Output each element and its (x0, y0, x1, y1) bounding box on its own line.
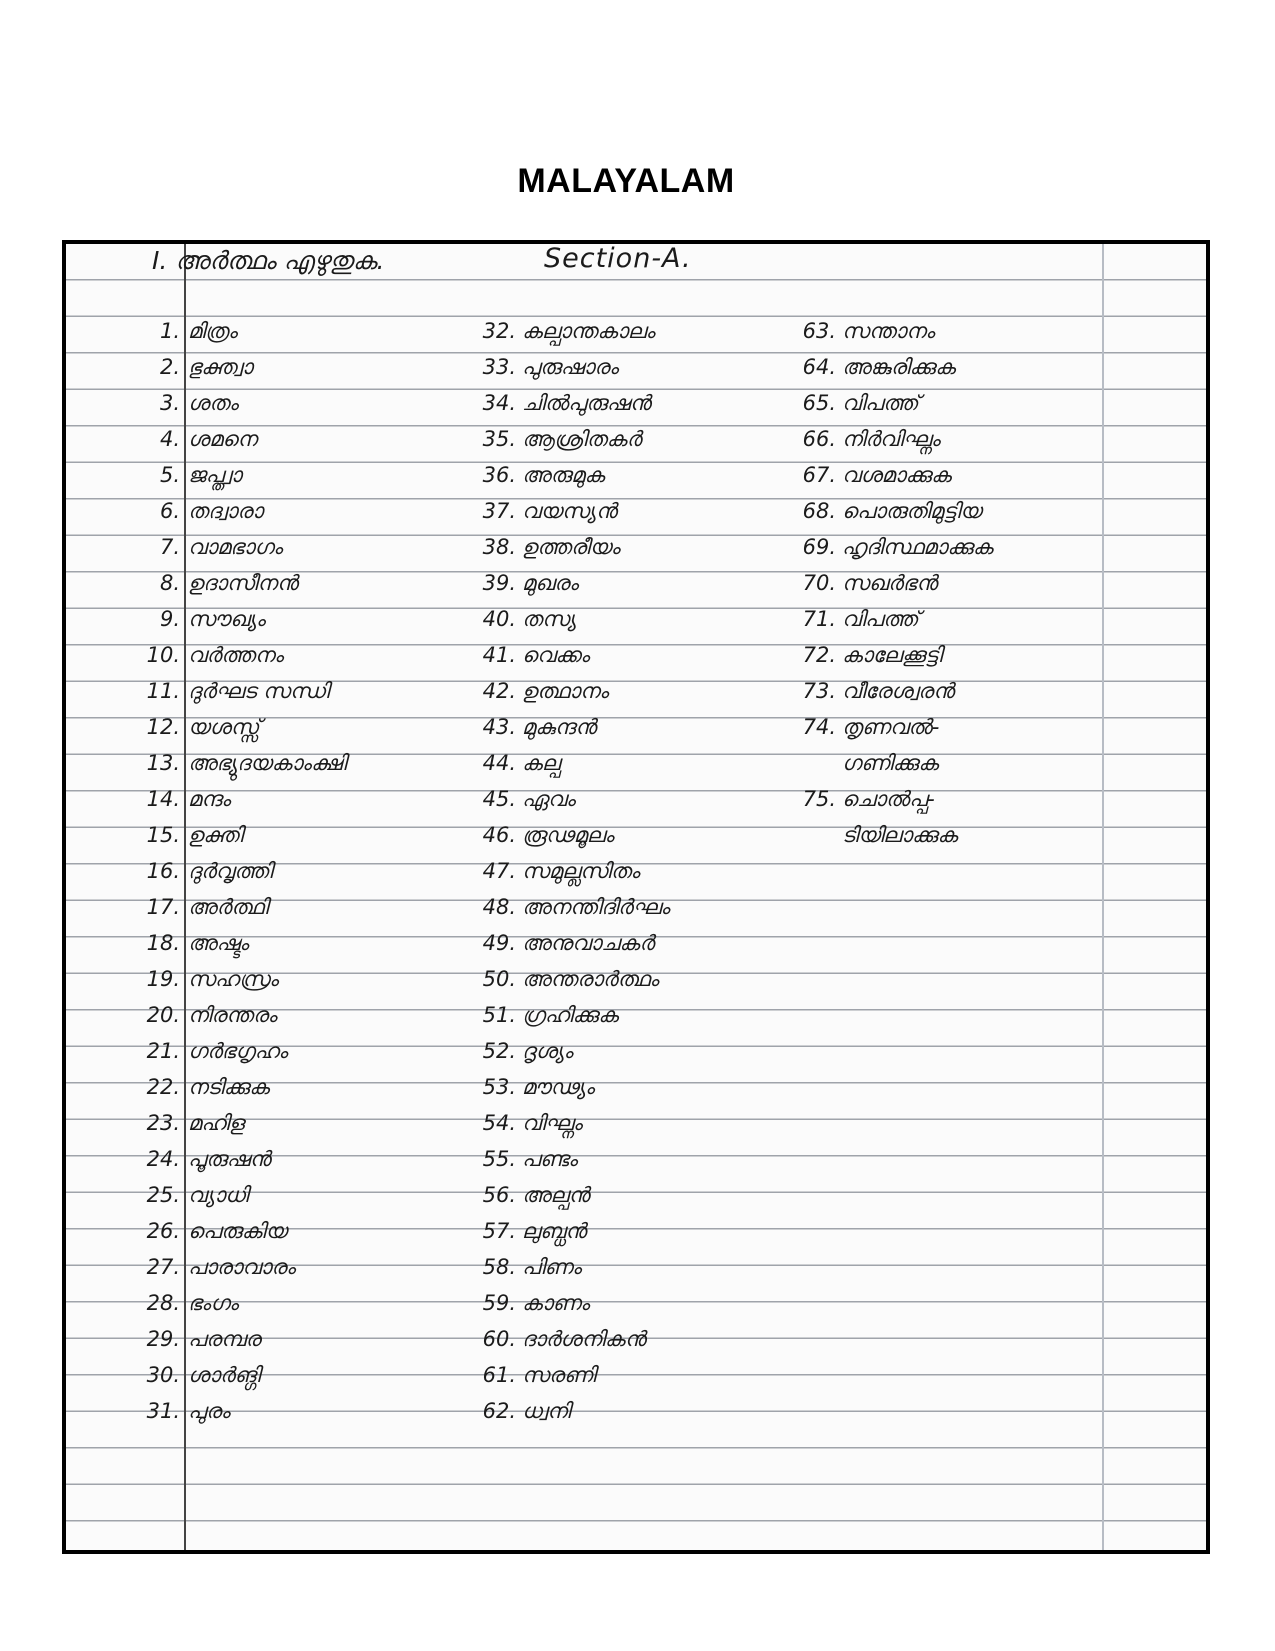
item-word: ഉത്ഥാനം (522, 679, 609, 703)
item-word: ദുർവൃത്തി (188, 859, 273, 883)
item-number: 63. (802, 319, 836, 343)
list-item (482, 750, 560, 776)
item-word: ഉക്തി (188, 823, 243, 847)
item-word: അനുവാചകർ (522, 931, 655, 955)
item-word: പൊരുതിമുട്ടിയ (842, 499, 982, 523)
list-item (482, 1002, 618, 1028)
item-word: അല്പൻ (522, 1183, 590, 1207)
list-item (126, 930, 248, 956)
item-number: 65. (802, 391, 836, 415)
item-number: 35. (482, 427, 516, 451)
list-item (482, 966, 659, 992)
item-word: ഉത്തരീയം (522, 535, 620, 559)
item-number: 14. (146, 787, 180, 811)
item-number: 8. (159, 571, 180, 595)
heading-number: I. (152, 246, 168, 275)
item-word: ലുബ്ധൻ (522, 1219, 587, 1243)
item-number: 33. (482, 355, 516, 379)
list-item (126, 714, 259, 740)
item-number: 41. (482, 643, 516, 667)
item-number: 17. (146, 895, 180, 919)
item-word: ഗണിക്കുക (842, 751, 939, 775)
list-item (802, 750, 938, 776)
item-number: 52. (482, 1039, 516, 1063)
item-number: 27. (146, 1255, 180, 1279)
item-word: ദാർശനികൻ (522, 1327, 646, 1351)
item-number: 5. (159, 463, 180, 487)
item-word: മൗഢ്യം (522, 1075, 595, 1099)
list-item (802, 786, 935, 812)
list-item (482, 1038, 573, 1064)
item-number: 28. (146, 1291, 180, 1315)
item-number: 24. (146, 1147, 180, 1171)
list-item (482, 1290, 589, 1316)
item-number: 71. (802, 607, 836, 631)
item-word: സന്താനം (842, 319, 935, 343)
item-number: 59. (482, 1291, 516, 1315)
list-item (802, 822, 957, 848)
item-number: 12. (146, 715, 180, 739)
list-item (482, 858, 640, 884)
item-number: 73. (802, 679, 836, 703)
item-number: 47. (482, 859, 516, 883)
list-item (802, 714, 939, 740)
item-word: അരുമുക (522, 463, 605, 487)
list-item (482, 606, 576, 632)
item-number: 75. (802, 787, 836, 811)
item-number: 23. (146, 1111, 180, 1135)
item-number: 43. (482, 715, 516, 739)
item-word: മഹിള (188, 1111, 244, 1135)
item-word: വശമാക്കുക (842, 463, 952, 487)
item-word: അർത്ഥി (188, 895, 269, 919)
list-item (482, 318, 655, 344)
list-item (482, 822, 614, 848)
item-word: നടിക്കുക (188, 1075, 270, 1099)
item-number: 13. (146, 751, 180, 775)
item-number: 29. (146, 1327, 180, 1351)
list-item (126, 678, 329, 704)
item-word: വയസ്യൻ (522, 499, 617, 523)
item-number: 37. (482, 499, 516, 523)
list-item (482, 1398, 570, 1424)
list-item (126, 498, 263, 524)
heading-instruction: അർത്ഥം എഴുതുക. (175, 246, 385, 275)
list-item (126, 1002, 277, 1028)
item-word: അഭ്യുദയകാംക്ഷി (188, 751, 347, 775)
list-item (482, 1254, 581, 1280)
item-word: അന്തരാർത്ഥം (522, 967, 659, 991)
item-number: 74. (802, 715, 836, 739)
list-item (482, 786, 575, 812)
item-word: നിരന്തരം (188, 1003, 277, 1027)
list-item (126, 354, 253, 380)
list-item (802, 642, 942, 668)
item-number: 34. (482, 391, 516, 415)
item-word: ശതം (188, 391, 239, 415)
page-title: MALAYALAM (517, 162, 735, 200)
list-item (126, 858, 272, 884)
item-word: ഭുക്ത്വാ (188, 355, 253, 379)
item-word: വീരേശ്വരൻ (842, 679, 954, 703)
list-item (126, 1182, 248, 1208)
item-word: രൂഢമൂലം (522, 823, 614, 847)
item-word: പുരം (188, 1399, 230, 1423)
item-number: 69. (802, 535, 836, 559)
list-item (126, 1074, 269, 1100)
item-word: മിത്രം (188, 319, 238, 343)
item-word: പരമ്പര (188, 1327, 261, 1351)
list-item (126, 894, 268, 920)
list-item (482, 1326, 646, 1352)
item-number: 31. (146, 1399, 180, 1423)
item-word: ടിയിലാക്കുക (842, 823, 958, 847)
item-word: മുഖരം (522, 571, 579, 595)
item-word: തദ്വാരാ (188, 499, 263, 523)
list-item (482, 390, 651, 416)
list-item (126, 1110, 244, 1136)
item-number: 2. (159, 355, 180, 379)
item-word: വിപത്ത് (842, 607, 919, 631)
list-item (802, 318, 934, 344)
item-number: 1. (159, 319, 180, 343)
item-number: 4. (159, 427, 180, 451)
item-number: 46. (482, 823, 516, 847)
item-word: നിർവിഘ്നം (842, 427, 940, 451)
item-number: 11. (146, 679, 180, 703)
item-number: 6. (159, 499, 180, 523)
list-item (482, 1146, 577, 1172)
item-word: ഗ്രഹിക്കുക (522, 1003, 619, 1027)
item-word: ധ്വനി (522, 1399, 571, 1423)
list-item (802, 498, 981, 524)
list-item (482, 462, 604, 488)
item-word: അങ്കുരിക്കുക (842, 355, 956, 379)
item-number: 7. (159, 535, 180, 559)
item-number: 20. (146, 1003, 180, 1027)
item-word: ശാർങ്ഗി (188, 1363, 261, 1387)
item-word: പൂരുഷൻ (188, 1147, 271, 1171)
item-number: 72. (802, 643, 836, 667)
list-item (802, 462, 951, 488)
worksheet-heading (152, 248, 384, 274)
list-item (482, 1218, 586, 1244)
list-item (126, 318, 237, 344)
list-item (802, 678, 954, 704)
item-word: വിപത്ത് (842, 391, 919, 415)
item-word: ജപ്ത്വാ (188, 463, 242, 487)
list-item (126, 1398, 230, 1424)
item-word: കാണം (522, 1291, 590, 1315)
list-item (802, 534, 993, 560)
list-item (802, 354, 955, 380)
item-word: അനന്തിദിർഘം (522, 895, 670, 919)
item-number: 32. (482, 319, 516, 343)
item-number: 49. (482, 931, 516, 955)
item-number: 68. (802, 499, 836, 523)
list-item (802, 390, 919, 416)
item-word: സഹസ്രം (188, 967, 279, 991)
item-word: ഭംഗം (188, 1291, 239, 1315)
list-item (482, 930, 654, 956)
list-item (126, 1146, 271, 1172)
item-word: യശസ്സ് (188, 715, 260, 739)
item-number: 70. (802, 571, 836, 595)
list-item (482, 498, 617, 524)
item-word: ഉദാസീനൻ (188, 571, 298, 595)
item-number: 61. (482, 1363, 516, 1387)
item-number: 45. (482, 787, 516, 811)
item-number: 42. (482, 679, 516, 703)
item-word: പെരുകിയ (188, 1219, 287, 1243)
item-word: ഹൃദിസ്ഥമാക്കുക (842, 535, 993, 559)
list-item (126, 1326, 261, 1352)
item-number: 36. (482, 463, 516, 487)
list-item (126, 1254, 295, 1280)
item-word: തസ്യ (522, 607, 577, 631)
item-word: ദുർഘട സന്ധി (188, 679, 330, 703)
item-word: പാരാവാരം (188, 1255, 296, 1279)
list-item (482, 1362, 596, 1388)
item-number: 26. (146, 1219, 180, 1243)
item-number: 19. (146, 967, 180, 991)
item-number: 30. (146, 1363, 180, 1387)
item-word: സരണി (522, 1363, 596, 1387)
item-word: ദൃശ്യം (522, 1039, 573, 1063)
item-word: ഗർഭഗൃഹം (188, 1039, 288, 1063)
item-number: 22. (146, 1075, 180, 1099)
list-item (126, 462, 242, 488)
item-number: 3. (159, 391, 180, 415)
item-number: 16. (146, 859, 180, 883)
item-word: കല്പാന്തകാലം (522, 319, 655, 343)
item-number: 10. (146, 643, 180, 667)
item-number: 9. (159, 607, 180, 631)
item-word: സൗഖ്യം (188, 607, 266, 631)
list-item (126, 642, 283, 668)
item-word: മുകുന്ദൻ (522, 715, 597, 739)
item-number: 54. (482, 1111, 516, 1135)
list-item (126, 606, 265, 632)
item-word: ചിൽപുരുഷൻ (522, 391, 651, 415)
list-item (126, 750, 346, 776)
item-number: 60. (482, 1327, 516, 1351)
item-word: ഏവം (522, 787, 576, 811)
list-item (126, 1218, 287, 1244)
item-number: 55. (482, 1147, 516, 1171)
item-word: വിഘ്നം (522, 1111, 582, 1135)
item-number: 66. (802, 427, 836, 451)
item-number: 40. (482, 607, 516, 631)
right-margin-line (1102, 244, 1104, 1550)
item-number: 56. (482, 1183, 516, 1207)
item-number: 48. (482, 895, 516, 919)
item-number: 25. (146, 1183, 180, 1207)
list-item (482, 1074, 594, 1100)
list-item (482, 570, 578, 596)
list-item (482, 1182, 589, 1208)
item-number: 64. (802, 355, 836, 379)
item-word: വാമഭാഗം (188, 535, 283, 559)
list-item (482, 354, 618, 380)
item-number: 38. (482, 535, 516, 559)
list-item (126, 966, 278, 992)
item-number: 62. (482, 1399, 516, 1423)
item-word: വർത്തനം (188, 643, 284, 667)
item-number: 67. (802, 463, 836, 487)
list-item (482, 426, 641, 452)
list-item (482, 714, 596, 740)
item-number: 15. (146, 823, 180, 847)
list-item (482, 894, 670, 920)
list-item (126, 786, 230, 812)
item-word: ആശ്രിതകർ (522, 427, 642, 451)
item-number: 44. (482, 751, 516, 775)
item-number: 21. (146, 1039, 180, 1063)
item-word: സഖർഭൻ (842, 571, 938, 595)
list-item (126, 822, 243, 848)
list-item (482, 678, 608, 704)
item-word: പിണം (522, 1255, 582, 1279)
list-item (802, 606, 919, 632)
section-label: Section-A. (544, 243, 692, 274)
item-word: ചൊൽപ്പ- (842, 787, 935, 811)
item-number: 51. (482, 1003, 516, 1027)
list-item (126, 390, 238, 416)
list-item (802, 570, 937, 596)
item-word: വ്യാധി (188, 1183, 249, 1207)
item-word: വെക്കം (522, 643, 590, 667)
item-number: 53. (482, 1075, 516, 1099)
item-word: കാലേക്കൂട്ടി (842, 643, 942, 667)
item-number: 50. (482, 967, 516, 991)
item-word: തൃണവൽ- (842, 715, 940, 739)
list-item (482, 1110, 582, 1136)
item-word: പുരുഷാരം (522, 355, 619, 379)
list-item (482, 642, 589, 668)
item-word: മന്ദം (188, 787, 231, 811)
item-number: 57. (482, 1219, 516, 1243)
item-word: കല്പ (522, 751, 560, 775)
item-word: പണ്ടം (522, 1147, 578, 1171)
item-word: ശമനെ (188, 427, 257, 451)
item-number: 39. (482, 571, 516, 595)
list-item (126, 1362, 260, 1388)
list-item (126, 570, 298, 596)
item-number: 58. (482, 1255, 516, 1279)
item-number: 18. (146, 931, 180, 955)
list-item (482, 534, 620, 560)
list-item (126, 1038, 287, 1064)
list-item (126, 1290, 238, 1316)
list-item (802, 426, 940, 452)
item-word: അഷ്ടം (188, 931, 249, 955)
handwritten-worksheet (62, 240, 1210, 1554)
list-item (126, 534, 282, 560)
item-word: സമുല്ലസിതം (522, 859, 640, 883)
list-item (126, 426, 257, 452)
